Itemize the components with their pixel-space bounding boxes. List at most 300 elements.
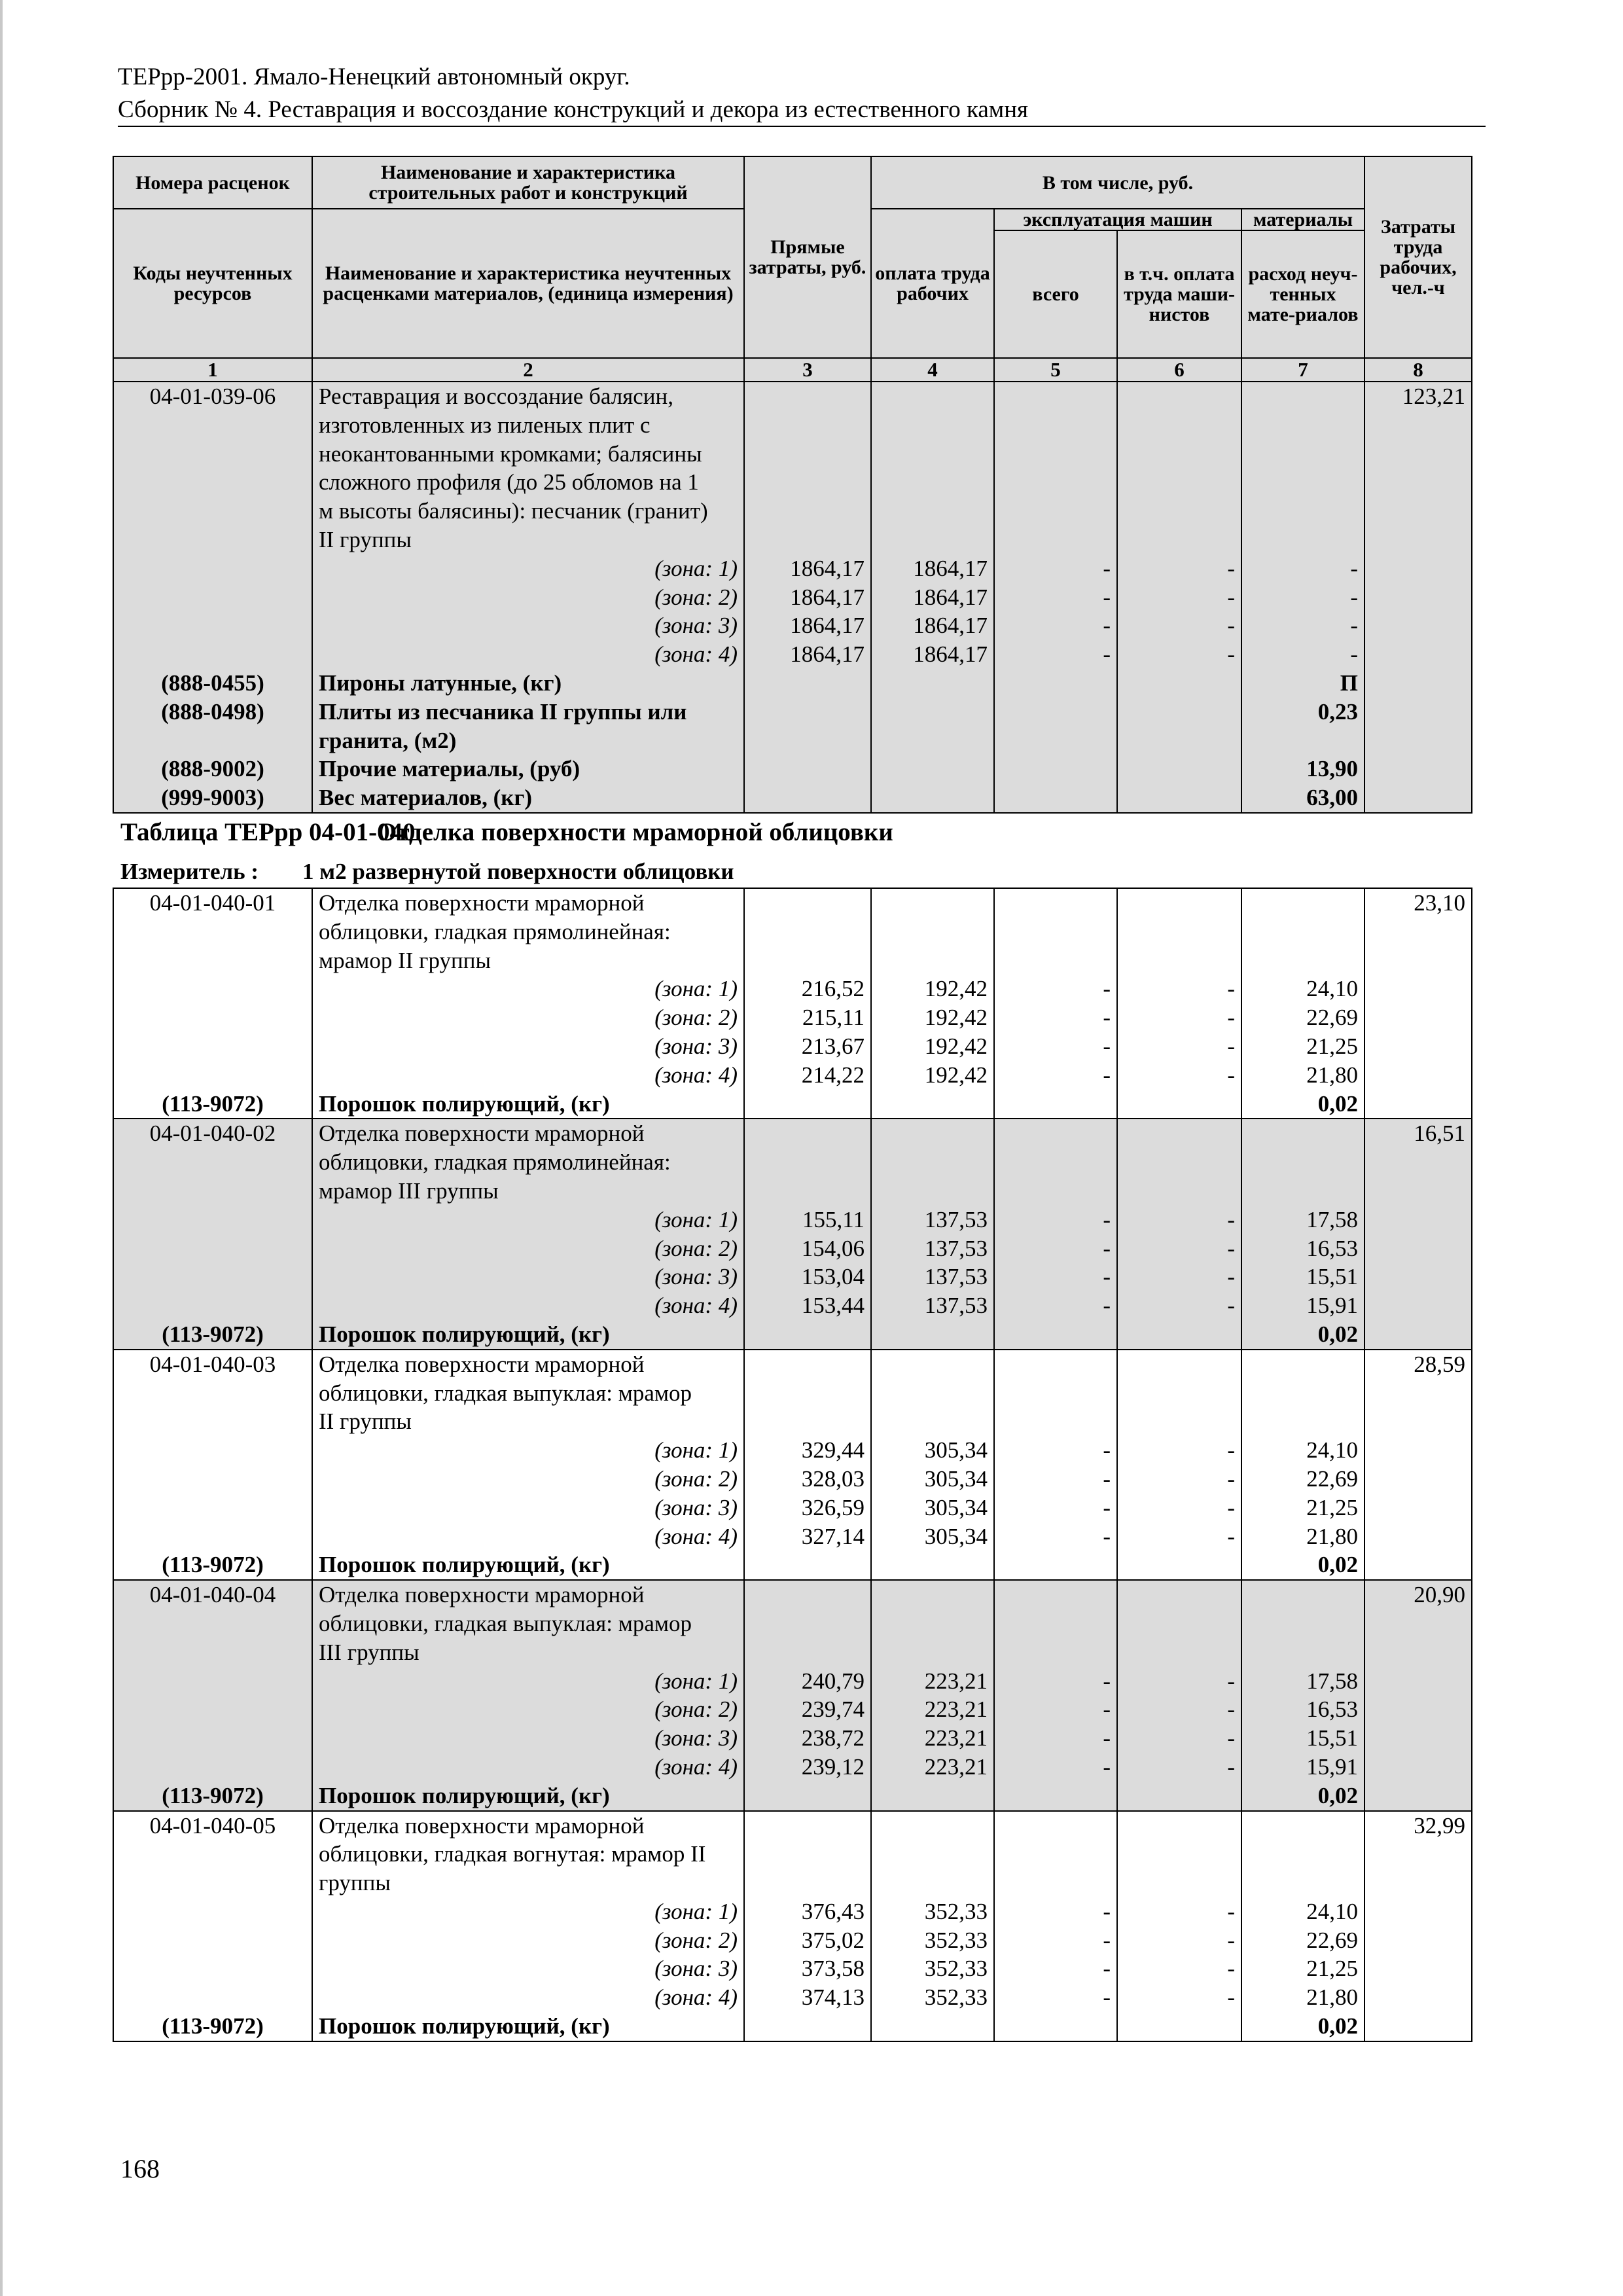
empty-cell [1117, 1840, 1241, 1869]
empty-cell [744, 497, 871, 526]
empty-cell [1117, 1350, 1241, 1379]
col-resource-codes: Коды неучтенных ресурсов [113, 209, 312, 358]
empty-cell [113, 1609, 312, 1638]
resource-quantity: 0,02 [1241, 1782, 1364, 1811]
rate-description: Отделка поверхности мраморной [312, 1811, 744, 1840]
resource-quantity: 0,02 [1241, 1090, 1364, 1119]
zone-label: (зона: 4) [312, 640, 744, 669]
col-materials: материалы [1241, 209, 1364, 230]
resource-code: (999-9003) [113, 783, 312, 813]
col-machinist-wages: в т.ч. оплата труда маши-нистов [1117, 230, 1241, 358]
machine-cost: - [994, 1667, 1117, 1696]
empty-cell [1364, 1840, 1472, 1869]
rate-code: 04-01-040-01 [113, 888, 312, 918]
zone-label: (зона: 3) [312, 1263, 744, 1291]
empty-cell [994, 1407, 1117, 1436]
empty-cell [744, 382, 871, 411]
empty-cell [1364, 1436, 1472, 1465]
direct-cost: 240,79 [744, 1667, 871, 1696]
direct-cost: 216,52 [744, 975, 871, 1003]
empty-cell [113, 1407, 312, 1436]
empty-cell [1241, 1119, 1364, 1148]
empty-cell [744, 1119, 871, 1148]
empty-cell [994, 1638, 1117, 1667]
empty-cell [1117, 888, 1241, 918]
material-cost: 21,80 [1241, 1983, 1364, 2012]
empty-cell [744, 888, 871, 918]
machinist-wage: - [1117, 1522, 1241, 1551]
col-wages: оплата труда рабочих [871, 209, 994, 358]
empty-cell [871, 698, 994, 726]
resource-quantity: 63,00 [1241, 783, 1364, 813]
empty-cell [871, 2012, 994, 2041]
empty-cell [1117, 946, 1241, 975]
wage-cost: 223,21 [871, 1667, 994, 1696]
empty-cell [994, 411, 1117, 440]
material-cost: 22,69 [1241, 1003, 1364, 1032]
empty-cell [744, 1177, 871, 1206]
machinist-wage: - [1117, 1436, 1241, 1465]
machine-cost: - [994, 583, 1117, 612]
machinist-wage: - [1117, 583, 1241, 612]
empty-cell [871, 382, 994, 411]
table-row [113, 1638, 1472, 1667]
empty-cell [1241, 1407, 1364, 1436]
table-row [113, 1320, 1472, 1350]
empty-cell [744, 468, 871, 497]
zone-label: (зона: 1) [312, 1897, 744, 1926]
empty-cell [1364, 1926, 1472, 1955]
material-cost: 17,58 [1241, 1206, 1364, 1234]
material-cost: 16,53 [1241, 1695, 1364, 1724]
direct-cost: 155,11 [744, 1206, 871, 1234]
empty-cell [994, 946, 1117, 975]
empty-cell [113, 1897, 312, 1926]
empty-cell [113, 583, 312, 612]
machinist-wage: - [1117, 611, 1241, 640]
empty-cell [744, 1379, 871, 1408]
empty-cell [1364, 1724, 1472, 1753]
table-row [113, 583, 1472, 612]
table-row [113, 1551, 1472, 1580]
empty-cell [113, 1263, 312, 1291]
empty-cell [994, 1782, 1117, 1811]
table-row [113, 975, 1472, 1003]
material-cost: 15,91 [1241, 1291, 1364, 1320]
empty-cell [744, 1090, 871, 1119]
machine-cost: - [994, 1983, 1117, 2012]
col-rate-numbers: Номера расценок [113, 156, 312, 209]
empty-cell [113, 1291, 312, 1320]
rate-code: 04-01-040-03 [113, 1350, 312, 1379]
wage-cost: 223,21 [871, 1695, 994, 1724]
empty-cell [744, 726, 871, 755]
empty-cell [744, 440, 871, 469]
table-row [113, 1782, 1472, 1811]
empty-cell [1241, 1177, 1364, 1206]
empty-cell [871, 888, 994, 918]
empty-cell [994, 1869, 1117, 1897]
wage-cost: 192,42 [871, 1003, 994, 1032]
wage-cost: 137,53 [871, 1263, 994, 1291]
machinist-wage: - [1117, 1234, 1241, 1263]
zone-label: (зона: 3) [312, 1724, 744, 1753]
direct-cost: 1864,17 [744, 583, 871, 612]
empty-cell [1364, 1609, 1472, 1638]
empty-cell [871, 497, 994, 526]
machinist-wage: - [1117, 1897, 1241, 1926]
resource-name: Порошок полирующий, (кг) [312, 1320, 744, 1350]
rate-description: м высоты балясины): песчаник (гранит) [312, 497, 744, 526]
table-row [113, 1061, 1472, 1090]
empty-cell [1117, 1638, 1241, 1667]
empty-cell [1117, 1379, 1241, 1408]
rate-description: неокантованными кромками; балясины [312, 440, 744, 469]
rate-description: Отделка поверхности мраморной [312, 1119, 744, 1148]
empty-cell [1117, 440, 1241, 469]
empty-cell [744, 1782, 871, 1811]
empty-cell [1117, 669, 1241, 698]
empty-cell [994, 669, 1117, 698]
machine-cost: - [994, 1061, 1117, 1090]
table-row [113, 669, 1472, 698]
empty-cell [1364, 1234, 1472, 1263]
table-row [113, 726, 1472, 755]
empty-cell [1117, 497, 1241, 526]
wage-cost: 352,33 [871, 1897, 994, 1926]
material-cost: 21,80 [1241, 1061, 1364, 1090]
machinist-wage: - [1117, 1061, 1241, 1090]
empty-cell [1364, 1954, 1472, 1983]
material-cost: 24,10 [1241, 1897, 1364, 1926]
table-row [113, 1003, 1472, 1032]
empty-cell [1364, 1407, 1472, 1436]
empty-cell [994, 1811, 1117, 1840]
empty-cell [113, 526, 312, 554]
empty-cell [871, 1407, 994, 1436]
resource-name: гранита, (м2) [312, 726, 744, 755]
table-row [113, 2012, 1472, 2041]
empty-cell [744, 2012, 871, 2041]
table-row [113, 1983, 1472, 2012]
resource-name: Пироны латунные, (кг) [312, 669, 744, 698]
empty-cell [744, 946, 871, 975]
empty-cell [871, 1609, 994, 1638]
zone-label: (зона: 1) [312, 1667, 744, 1696]
empty-cell [871, 726, 994, 755]
rates-table-040-body [113, 888, 1472, 2041]
zone-label: (зона: 1) [312, 554, 744, 583]
table-row [113, 1926, 1472, 1955]
resource-code: (113-9072) [113, 1320, 312, 1350]
material-cost: 21,25 [1241, 1494, 1364, 1522]
wage-cost: 137,53 [871, 1206, 994, 1234]
empty-cell [994, 1320, 1117, 1350]
empty-cell [744, 1551, 871, 1580]
machine-cost: - [994, 554, 1117, 583]
empty-cell [113, 611, 312, 640]
empty-cell [871, 918, 994, 946]
table-row [113, 1263, 1472, 1291]
rate-code: 04-01-039-06 [113, 382, 312, 411]
material-cost: 17,58 [1241, 1667, 1364, 1696]
material-cost: 21,25 [1241, 1032, 1364, 1061]
running-header-title: ТЕРрр-2001. Ямало-Ненецкий автономный округ. [118, 63, 630, 90]
rate-description: Отделка поверхности мраморной [312, 888, 744, 918]
empty-cell [871, 1782, 994, 1811]
empty-cell [871, 755, 994, 783]
empty-cell [113, 1465, 312, 1494]
table-row [113, 497, 1472, 526]
zone-label: (зона: 4) [312, 1061, 744, 1090]
empty-cell [994, 497, 1117, 526]
empty-cell [1364, 554, 1472, 583]
empty-cell [871, 1320, 994, 1350]
direct-cost: 213,67 [744, 1032, 871, 1061]
rate-code: 04-01-040-02 [113, 1119, 312, 1148]
col-num-3: 3 [744, 358, 871, 382]
col-num-5: 5 [994, 358, 1117, 382]
direct-cost: 1864,17 [744, 611, 871, 640]
empty-cell [994, 1350, 1117, 1379]
table-code: Таблица ТЕРрр 04-01-040 [120, 818, 416, 846]
resource-code: (113-9072) [113, 2012, 312, 2041]
table-row [113, 640, 1472, 669]
table-row [113, 755, 1472, 783]
machine-cost: - [994, 611, 1117, 640]
rate-description: Реставрация и воссоздание балясин, [312, 382, 744, 411]
empty-cell [1241, 411, 1364, 440]
wage-cost: 137,53 [871, 1234, 994, 1263]
empty-cell [1241, 1638, 1364, 1667]
table-row [113, 1119, 1472, 1148]
material-cost: 15,51 [1241, 1263, 1364, 1291]
empty-cell [1364, 1983, 1472, 2012]
machinist-wage: - [1117, 1465, 1241, 1494]
col-machine-operation: эксплуатация машин [994, 209, 1241, 230]
empty-cell [744, 1148, 871, 1177]
col-machine-total: всего [994, 230, 1117, 358]
empty-cell [744, 1869, 871, 1897]
empty-cell [113, 1436, 312, 1465]
empty-cell [1364, 1782, 1472, 1811]
empty-cell [744, 783, 871, 813]
machine-cost: - [994, 1695, 1117, 1724]
empty-cell [113, 1667, 312, 1696]
wage-cost: 192,42 [871, 1061, 994, 1090]
machine-cost: - [994, 1753, 1117, 1782]
empty-cell [871, 669, 994, 698]
empty-cell [1364, 946, 1472, 975]
resource-quantity: 13,90 [1241, 755, 1364, 783]
empty-cell [744, 669, 871, 698]
direct-cost: 1864,17 [744, 554, 871, 583]
direct-cost: 375,02 [744, 1926, 871, 1955]
material-cost: - [1241, 640, 1364, 669]
empty-cell [113, 726, 312, 755]
empty-cell [994, 1551, 1117, 1580]
empty-cell [1364, 975, 1472, 1003]
zone-label: (зона: 2) [312, 1695, 744, 1724]
empty-cell [113, 1494, 312, 1522]
empty-cell [1364, 755, 1472, 783]
empty-cell [1364, 1869, 1472, 1897]
rates-table-039 [113, 156, 1472, 814]
table-row [113, 946, 1472, 975]
empty-cell [1241, 497, 1364, 526]
empty-cell [113, 554, 312, 583]
header-rule [118, 126, 1486, 127]
rate-description: III группы [312, 1638, 744, 1667]
empty-cell [1117, 783, 1241, 813]
empty-cell [994, 1379, 1117, 1408]
direct-cost: 329,44 [744, 1436, 871, 1465]
wage-cost: 352,33 [871, 1954, 994, 1983]
direct-cost: 239,12 [744, 1753, 871, 1782]
empty-cell [871, 1869, 994, 1897]
rate-description: группы [312, 1869, 744, 1897]
machinist-wage: - [1117, 1724, 1241, 1753]
empty-cell [994, 888, 1117, 918]
wage-cost: 305,34 [871, 1436, 994, 1465]
material-cost: 24,10 [1241, 1436, 1364, 1465]
machinist-wage: - [1117, 554, 1241, 583]
rate-description: облицовки, гладкая вогнутая: мрамор II [312, 1840, 744, 1869]
empty-cell [1117, 1811, 1241, 1840]
empty-cell [1241, 946, 1364, 975]
rates-table-040 [113, 888, 1472, 2042]
table-row [113, 1090, 1472, 1119]
resource-quantity: 0,02 [1241, 1320, 1364, 1350]
wage-cost: 223,21 [871, 1724, 994, 1753]
direct-cost: 376,43 [744, 1897, 871, 1926]
empty-cell [1117, 1148, 1241, 1177]
resource-quantity: П [1241, 669, 1364, 698]
col-num-1: 1 [113, 358, 312, 382]
empty-cell [113, 918, 312, 946]
machinist-wage: - [1117, 1753, 1241, 1782]
table-row [113, 382, 1472, 411]
machinist-wage: - [1117, 1494, 1241, 1522]
wage-cost: 1864,17 [871, 554, 994, 583]
direct-cost: 154,06 [744, 1234, 871, 1263]
empty-cell [1241, 440, 1364, 469]
empty-cell [1117, 1869, 1241, 1897]
empty-cell [744, 1638, 871, 1667]
empty-cell [744, 918, 871, 946]
empty-cell [871, 1840, 994, 1869]
empty-cell [113, 1003, 312, 1032]
col-work-name: Наименование и характеристика строительных работ и конструкций [312, 156, 744, 209]
table-row [113, 1148, 1472, 1177]
wage-cost: 1864,17 [871, 611, 994, 640]
rate-code: 04-01-040-05 [113, 1811, 312, 1840]
empty-cell [994, 440, 1117, 469]
empty-cell [994, 918, 1117, 946]
wage-cost: 1864,17 [871, 640, 994, 669]
empty-cell [1364, 526, 1472, 554]
table-row [113, 468, 1472, 497]
rate-description: облицовки, гладкая прямолинейная: [312, 1148, 744, 1177]
empty-cell [1364, 918, 1472, 946]
empty-cell [113, 1032, 312, 1061]
material-cost: 22,69 [1241, 1926, 1364, 1955]
resource-code: (888-9002) [113, 755, 312, 783]
empty-cell [1364, 1638, 1472, 1667]
empty-cell [113, 1983, 312, 2012]
table-row [113, 1522, 1472, 1551]
machinist-wage: - [1117, 1926, 1241, 1955]
empty-cell [1364, 726, 1472, 755]
empty-cell [1117, 1320, 1241, 1350]
col-unaccounted-materials: расход неуч-тенных мате-риалов [1241, 230, 1364, 358]
empty-cell [871, 1638, 994, 1667]
empty-cell [1364, 640, 1472, 669]
empty-cell [744, 755, 871, 783]
empty-cell [113, 946, 312, 975]
wage-cost: 192,42 [871, 1032, 994, 1061]
table-row [113, 1407, 1472, 1436]
empty-cell [994, 382, 1117, 411]
rate-description: облицовки, гладкая выпуклая: мрамор [312, 1609, 744, 1638]
table-row [113, 526, 1472, 554]
table-title: Отделка поверхности мраморной облицовки [377, 818, 893, 846]
rate-description: изготовленных из пиленых плит с [312, 411, 744, 440]
empty-cell [113, 1379, 312, 1408]
zone-label: (зона: 2) [312, 1926, 744, 1955]
empty-cell [1364, 669, 1472, 698]
empty-cell [1364, 1667, 1472, 1696]
material-cost: 21,80 [1241, 1522, 1364, 1551]
empty-cell [1364, 440, 1472, 469]
empty-cell [1364, 1206, 1472, 1234]
table-row [113, 783, 1472, 813]
table-row [113, 698, 1472, 726]
resource-code: (113-9072) [113, 1551, 312, 1580]
empty-cell [1241, 468, 1364, 497]
rate-description: мрамор II группы [312, 946, 744, 975]
direct-cost: 238,72 [744, 1724, 871, 1753]
resource-quantity: 0,23 [1241, 698, 1364, 726]
table-row [113, 1667, 1472, 1696]
empty-cell [113, 1206, 312, 1234]
machinist-wage: - [1117, 1032, 1241, 1061]
machine-cost: - [994, 1206, 1117, 1234]
zone-label: (зона: 4) [312, 1753, 744, 1782]
empty-cell [1117, 698, 1241, 726]
table-row [113, 1580, 1472, 1609]
labor-cost: 16,51 [1364, 1119, 1472, 1148]
col-num-6: 6 [1117, 358, 1241, 382]
empty-cell [113, 640, 312, 669]
rate-description: II группы [312, 1407, 744, 1436]
labor-cost: 123,21 [1364, 382, 1472, 411]
empty-cell [871, 1148, 994, 1177]
empty-cell [113, 1753, 312, 1782]
machinist-wage: - [1117, 1263, 1241, 1291]
table-row [113, 1350, 1472, 1379]
table-row [113, 1234, 1472, 1263]
table-row [113, 1177, 1472, 1206]
empty-cell [871, 1379, 994, 1408]
empty-cell [1364, 1897, 1472, 1926]
empty-cell [1117, 1551, 1241, 1580]
resource-quantity: 0,02 [1241, 1551, 1364, 1580]
empty-cell [1241, 1609, 1364, 1638]
resource-code: (888-0498) [113, 698, 312, 726]
empty-cell [1241, 1811, 1364, 1840]
empty-cell [1117, 382, 1241, 411]
